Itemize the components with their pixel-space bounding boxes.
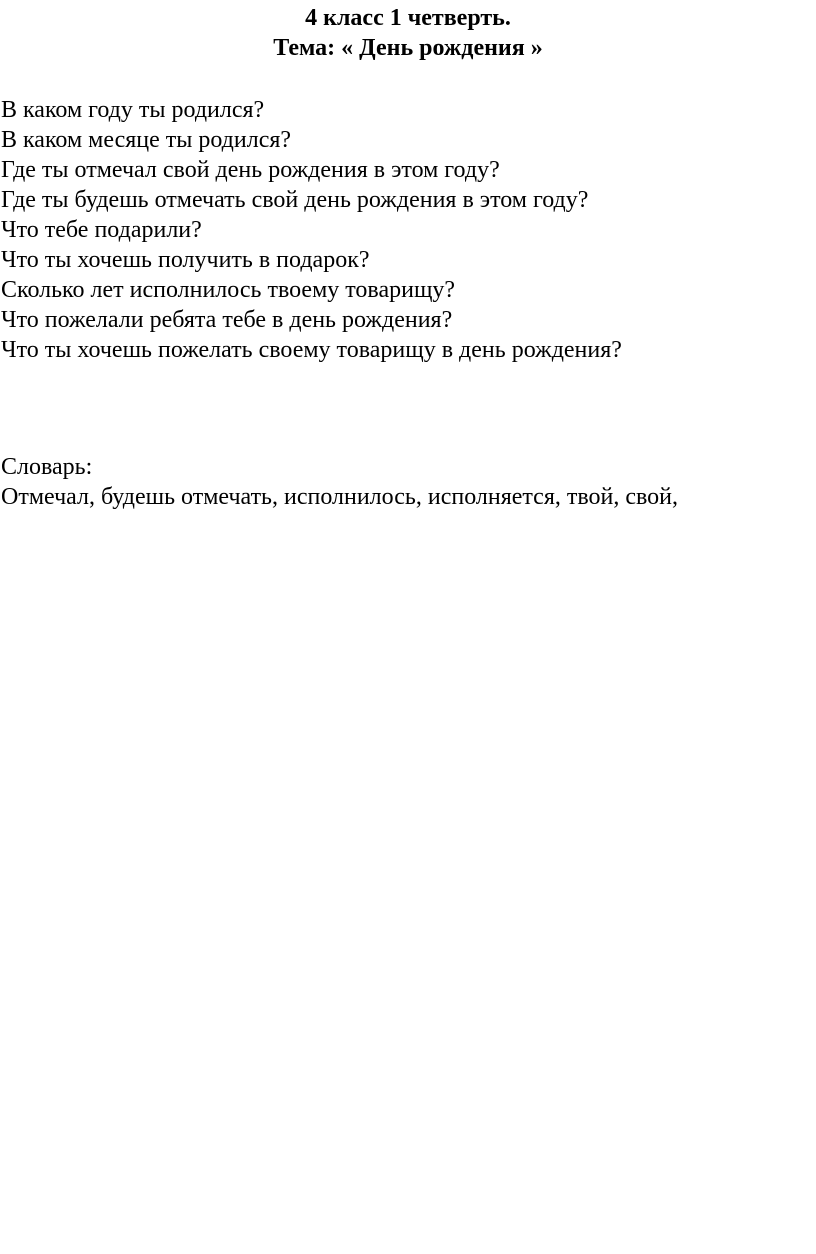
grade-quarter-title: 4 класс 1 четверть. bbox=[305, 5, 511, 31]
question-item: Где ты будешь отмечать свой день рождения в этом году? bbox=[1, 187, 589, 213]
document-header bbox=[0, 3, 816, 63]
vocabulary-section bbox=[1, 452, 813, 512]
question-item: Что ты хочешь пожелать своему товарищу в день рождения? bbox=[1, 337, 622, 363]
question-item: Что ты хочешь получить в подарок? bbox=[1, 247, 370, 273]
question-list bbox=[1, 95, 813, 365]
question-item: В каком месяце ты родился? bbox=[1, 127, 292, 153]
question-item: Где ты отмечал свой день рождения в этом году? bbox=[1, 157, 500, 183]
question-item: Что пожелали ребята тебе в день рождения? bbox=[1, 307, 453, 333]
question-item: В каком году ты родился? bbox=[1, 97, 265, 123]
question-item: Сколько лет исполнилось твоему товарищу? bbox=[1, 277, 456, 303]
vocabulary-words: Отмечал, будешь отмечать, исполнилось, исполняется, твой, свой, bbox=[1, 484, 679, 510]
vocabulary-label: Словарь: bbox=[1, 454, 93, 480]
topic-title: Тема: « День рождения » bbox=[273, 35, 543, 61]
question-item: Что тебе подарили? bbox=[1, 217, 202, 243]
